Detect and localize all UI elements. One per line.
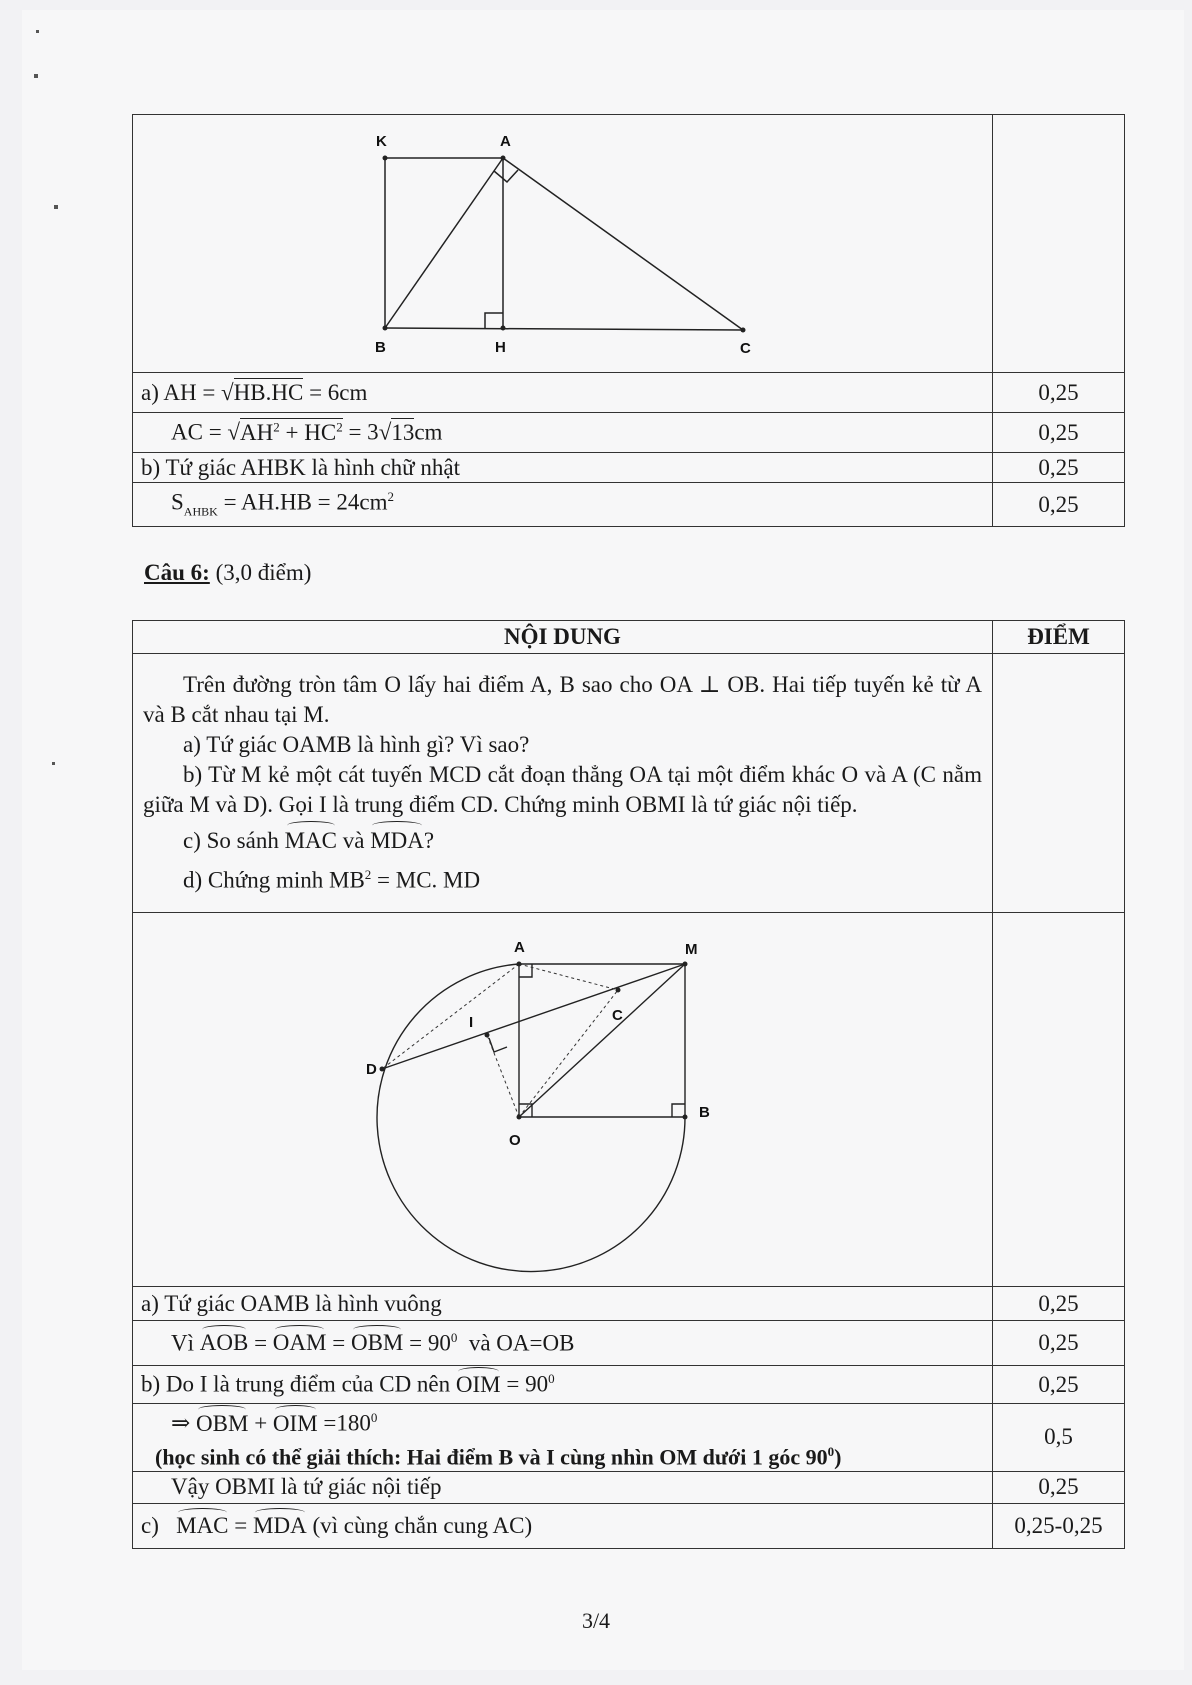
label-K: K: [376, 132, 387, 150]
row-a-ah: a) AH = √HB.HC = 6cm: [133, 373, 993, 413]
angle-value: = 90: [409, 1330, 451, 1356]
problem-intro: Trên đường tròn tâm O lấy hai điểm A, B sao cho OA ⊥ OB. Hai tiếp tuyến kẻ từ A và B cắt nhau tại M.: [143, 672, 982, 728]
degree-mark: 0: [450, 1329, 458, 1345]
radicand-13: 13: [391, 419, 415, 445]
row-b-midpoint: [133, 1366, 993, 1404]
label-B: B: [699, 1103, 710, 1121]
part-d-lead: d) Chứng minh MB: [183, 867, 365, 893]
scan-speck: [36, 30, 39, 33]
score-cell: 0,25: [993, 413, 1125, 453]
expr-ac-lead: AC =: [171, 419, 222, 445]
degree-mark: 0: [370, 1410, 378, 1425]
angle-mac: MAC: [285, 826, 337, 856]
row-a-reason: Vì AOB = OAM = OBM = $90^0$ và OA=OB: [133, 1321, 993, 1366]
reason-lead: Vì: [171, 1330, 194, 1356]
part-c-question: ?: [423, 828, 435, 854]
angle-oim: OIM: [272, 1410, 318, 1436]
angle-value: = 90: [506, 1371, 549, 1397]
note-text: (học sinh có thể giải thích: Hai điểm B và I cùng nhìn OM dưới 1 góc 90: [155, 1443, 828, 1469]
area-sub: AHBK: [183, 504, 218, 519]
part-c-lead: c): [141, 1512, 159, 1538]
score-cell: 0,5: [993, 1404, 1125, 1472]
exp-2: 2: [387, 489, 395, 505]
question-points: (3,0 điểm): [215, 560, 312, 585]
midpoint-lead: b) Do I là trung điểm của CD nên: [141, 1371, 451, 1397]
note-close: ): [834, 1443, 842, 1469]
angle-oam: OAM: [272, 1330, 327, 1356]
problem-part-a: a) Tứ giác OAMB là hình gì? Vì sao?: [183, 732, 530, 758]
expr-ah-tail: = 6cm: [309, 379, 368, 405]
expr-ah-lead: a) AH =: [141, 379, 216, 405]
row-a-square: a) Tứ giác OAMB là hình vuông: [133, 1287, 993, 1321]
row-c-answer: c) MAC = MDA (vì cùng chắn cung AC): [133, 1503, 993, 1548]
scan-speck: [52, 762, 55, 765]
figure2-cell: [133, 913, 993, 1287]
problem-part-d: [143, 860, 982, 896]
figure2-score-cell: [993, 913, 1125, 1287]
problem-statement: [133, 654, 993, 913]
part-c-reason: (vì cùng chắn cung AC): [312, 1512, 533, 1538]
problem-part-b: b) Từ M kẻ một cát tuyến MCD cắt đoạn thẳng OA tại một điểm khác O và A (C nằm giữa M và D). Gọi I là trung điểm CD. Chứng minh OBMI là tứ giác nội tiếp.: [143, 762, 982, 818]
part-c-and: và: [342, 828, 365, 854]
degree-mark: 0: [548, 1371, 555, 1387]
angle-mda: MDA: [253, 1512, 307, 1538]
row-b-conclusion: Vậy OBMI là tứ giác nội tiếp: [133, 1471, 993, 1503]
question-label: Câu 6:: [144, 560, 210, 585]
score-cell: 0,25: [993, 453, 1125, 483]
label-I: I: [469, 1013, 474, 1031]
header-score: ĐIỂM: [993, 621, 1125, 654]
scan-speck: [34, 74, 38, 78]
problem-part-c: [143, 826, 982, 856]
row-b-rectangle: b) Tứ giác AHBK là hình chữ nhật: [133, 453, 993, 483]
score-cell: 0,25: [993, 1366, 1125, 1404]
coef-3: = 3: [348, 419, 379, 445]
radicand-ah-hc: [240, 418, 343, 445]
figure-score-cell: [993, 115, 1125, 373]
label-A: A: [514, 938, 525, 956]
score-cell: 0,25: [993, 1287, 1125, 1321]
label-M: M: [685, 940, 698, 958]
label-H: H: [495, 338, 506, 356]
area-expr: = AH.HB = 24cm: [223, 490, 388, 516]
implies-symbol: ⇒: [171, 1410, 191, 1436]
circle-tangent-figure: [133, 914, 991, 1286]
label-D: D: [366, 1060, 377, 1078]
label-O: O: [509, 1131, 521, 1149]
row-b-sum: [133, 1404, 993, 1472]
question-6-heading: [144, 560, 311, 586]
answer-table-q6: [132, 620, 1125, 1549]
label-A: A: [500, 132, 511, 150]
area-symbol: S: [171, 490, 184, 516]
radicand-hbhc: HB.HC: [233, 379, 304, 405]
student-note: [155, 1438, 984, 1471]
row-area: [133, 483, 993, 527]
part-d-tail: = MC. MD: [371, 867, 481, 893]
exp-2: 2: [364, 867, 372, 883]
part-c-lead: c) So sánh: [183, 828, 279, 854]
angle-aob: AOB: [199, 1330, 249, 1356]
score-cell: 0,25: [993, 483, 1125, 527]
degree-mark: 0: [827, 1443, 835, 1459]
header-content: NỘI DUNG: [133, 621, 993, 654]
label-B: B: [375, 338, 386, 356]
unit-cm: cm: [414, 419, 443, 445]
angle-oim: OIM: [455, 1371, 501, 1397]
row-ac: AC = $√AH^2 + HC^2 = 3√13cm$: [133, 413, 993, 453]
score-cell: 0,25: [993, 1321, 1125, 1366]
angle-obm: OBM: [350, 1330, 404, 1356]
angle-mda: MDA: [370, 826, 424, 856]
label-C: C: [740, 339, 751, 357]
reason-tail: và OA=OB: [468, 1330, 575, 1356]
score-cell: 0,25: [993, 1471, 1125, 1503]
angle-obm: OBM: [196, 1410, 249, 1436]
right-triangle-figure: [133, 116, 991, 372]
label-C: C: [612, 1006, 623, 1024]
figure-cell: [133, 115, 993, 373]
angle-mac: MAC: [176, 1512, 229, 1538]
answer-table-q5: [132, 114, 1125, 527]
page-number: 3/4: [581, 1608, 611, 1633]
exp-2: 2: [336, 419, 343, 435]
sum-value: =180: [323, 1410, 371, 1436]
term-hc: + HC: [279, 419, 337, 445]
sum-line: ⇒ OBM + OIM $=180^0$: [171, 1410, 378, 1436]
problem-score-cell: [993, 654, 1125, 913]
exp-2: 2: [273, 419, 280, 435]
score-cell: 0,25-0,25: [993, 1503, 1125, 1548]
score-cell: 0,25: [993, 373, 1125, 413]
scan-speck: [54, 205, 58, 209]
term-ah: AH: [240, 419, 274, 445]
